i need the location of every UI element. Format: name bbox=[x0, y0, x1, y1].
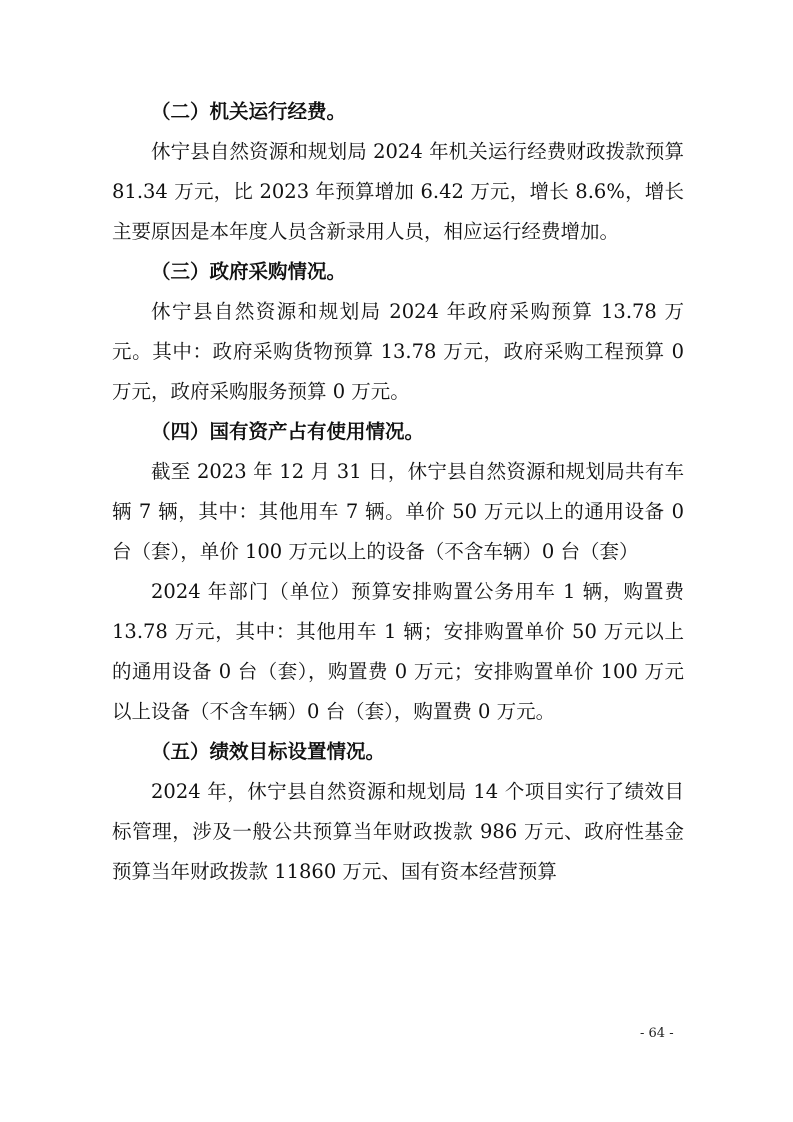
section-heading-2: （二）机关运行经费。 bbox=[151, 100, 347, 123]
paragraph-performance: 2024 年，休宁县自然资源和规划局 14 个项目实行了绩效目标管理，涉及一般公共预算当年财政拨款 986 万元、政府性基金预算当年财政拨款 11860 万元、国有资本经营预算 bbox=[112, 780, 684, 883]
paragraph-procurement: 休宁县自然资源和规划局 2024 年政府采购预算 13.78 万元。其中：政府采购货物预算 13.78 万元，政府采购工程预算 0 万元，政府采购服务预算 0 万元。 bbox=[112, 300, 684, 403]
paragraph-operating-expenses: 休宁县自然资源和规划局 2024 年机关运行经费财政拨款预算 81.34 万元，比 2023 年预算增加 6.42 万元，增长 8.6%，增长主要原因是本年度人员含新录用人员，相应运行经费增加。 bbox=[112, 140, 684, 243]
page-number: - 64 - bbox=[640, 1026, 674, 1041]
document-body bbox=[112, 92, 684, 892]
paragraph-assets: 截至 2023 年 12 月 31 日，休宁县自然资源和规划局共有车辆 7 辆，其中：其他用车 7 辆。单价 50 万元以上的通用设备 0 台（套），单价 100 万元以上的设备（不含车辆）0 台（套） bbox=[112, 460, 684, 563]
section-heading-5: （五）绩效目标设置情况。 bbox=[151, 740, 386, 763]
section-heading-4: （四）国有资产占有使用情况。 bbox=[151, 420, 425, 443]
section-heading-3: （三）政府采购情况。 bbox=[151, 260, 347, 283]
paragraph-asset-purchase: 2024 年部门（单位）预算安排购置公务用车 1 辆，购置费 13.78 万元，其中：其他用车 1 辆；安排购置单价 50 万元以上的通用设备 0 台（套），购置费 0 万元；安排购置单价 100 万元以上设备（不含车辆）0 台（套），购置费 0 万元。 bbox=[112, 580, 684, 723]
